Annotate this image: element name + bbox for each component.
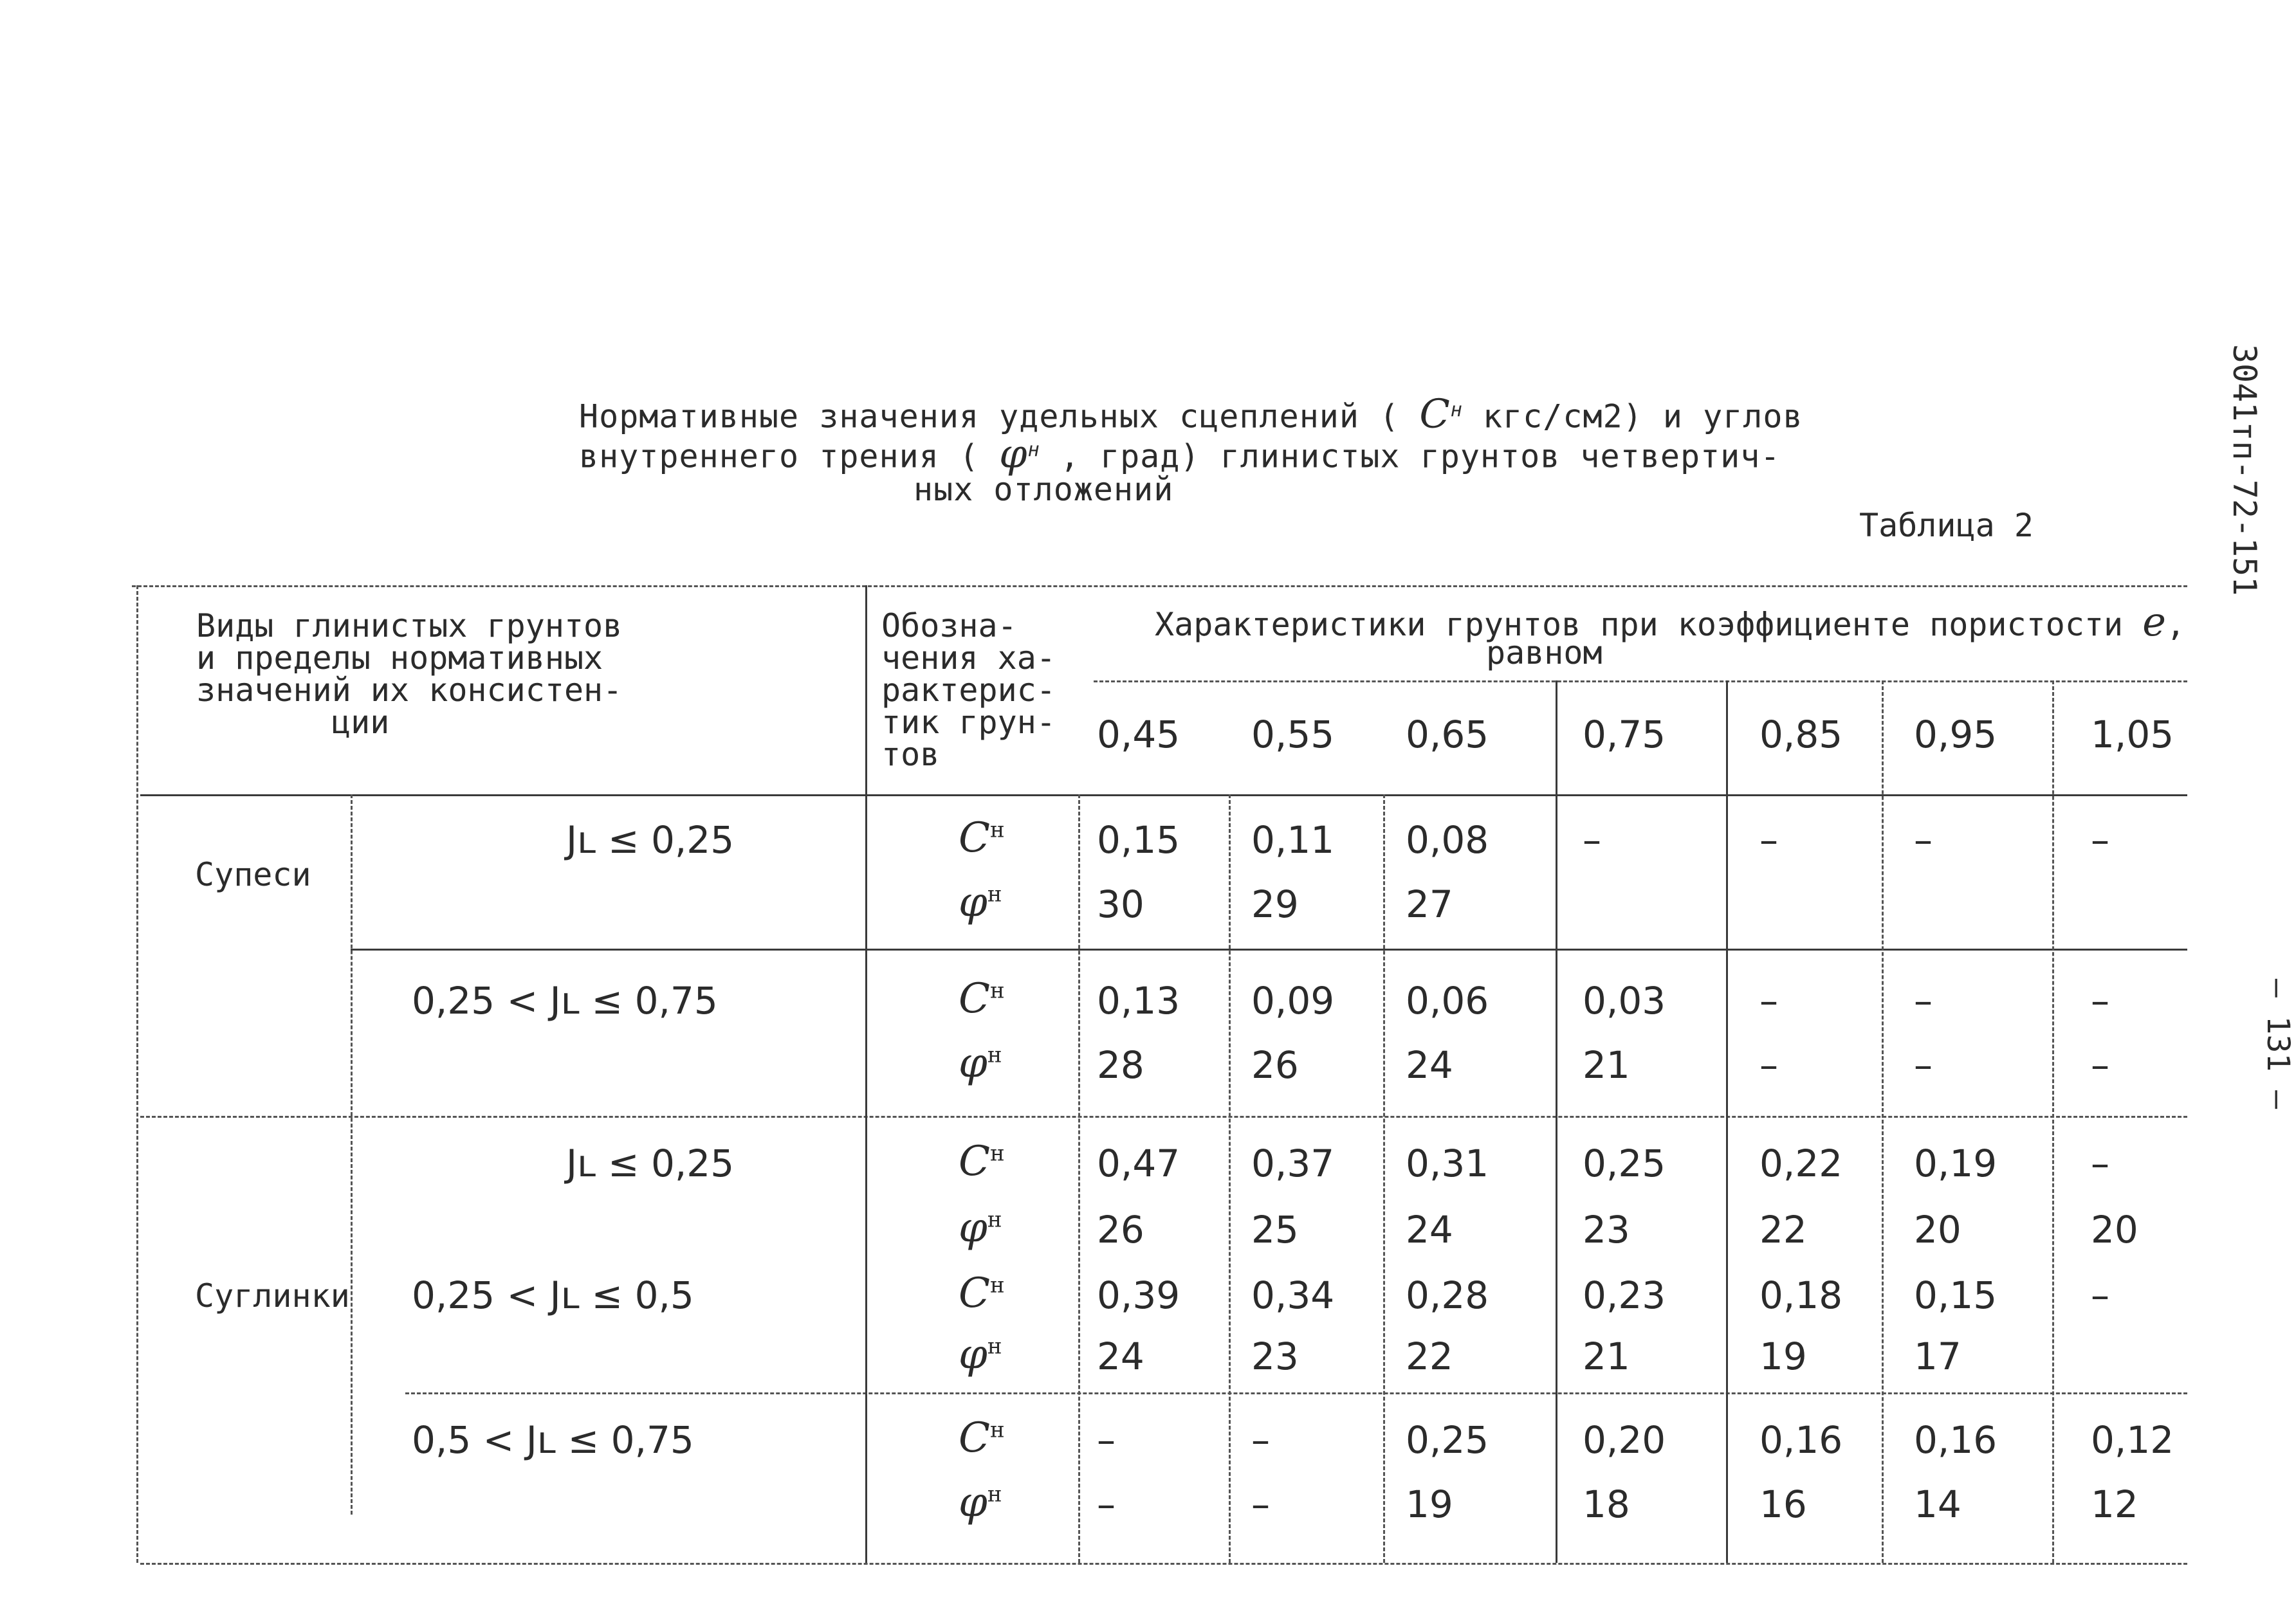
friction-value: 26	[1251, 1043, 1299, 1087]
col-divider	[1882, 680, 1884, 1563]
porosity-value: 0,95	[1914, 713, 1998, 756]
cohesion-value: 0,08	[1406, 818, 1489, 862]
friction-value: 22	[1406, 1335, 1453, 1378]
friction-value: 23	[1583, 1208, 1630, 1252]
cohesion-value: 0,28	[1406, 1273, 1489, 1317]
header-line: ции	[331, 704, 390, 741]
caption-text: , град) глинистых грунтов четвертич-	[1060, 437, 1781, 475]
symbol-letter: С	[959, 1414, 990, 1462]
friction-superscript: н	[1027, 438, 1040, 461]
left-border	[136, 585, 138, 1563]
symbol-superscript: н	[987, 1042, 1002, 1068]
symbol-letter: С	[959, 1270, 990, 1317]
porosity-symbol: e	[2142, 598, 2166, 645]
cohesion-value: –	[1759, 979, 1778, 1023]
friction-value: 14	[1914, 1482, 1961, 1526]
cohesion-value: 0,39	[1097, 1273, 1180, 1317]
symbol-letter: φ	[959, 1479, 987, 1526]
symbol-letter: φ	[959, 879, 987, 926]
cohesion-symbol	[959, 814, 1005, 862]
friction-value: 27	[1406, 882, 1453, 926]
cohesion-value: –	[1914, 979, 1933, 1023]
header-characteristics	[1155, 598, 2186, 645]
consistency-range: Jʟ ≤ 0,25	[566, 818, 735, 862]
cohesion-value: –	[2091, 1273, 2109, 1317]
col-divider	[1078, 794, 1080, 1563]
cohesion-value: 0,09	[1251, 979, 1335, 1023]
cohesion-value: –	[1914, 818, 1933, 862]
friction-symbol	[959, 1039, 1002, 1087]
bottom-rule	[140, 1563, 2187, 1565]
cohesion-value: –	[1583, 818, 1601, 862]
symbol-letter: φ	[959, 1039, 987, 1087]
header-line: тик грун-	[881, 704, 1056, 741]
soil-type-sandy-loam: Супеси	[195, 856, 311, 893]
header-line: значений их консистен-	[196, 671, 623, 709]
symbol-superscript: н	[987, 1333, 1002, 1360]
table-number: Таблица 2	[1859, 507, 2034, 544]
header-line: тов	[881, 736, 940, 773]
col-divider	[1229, 794, 1231, 1563]
friction-symbol	[959, 879, 1002, 926]
porosity-value: 0,75	[1583, 713, 1666, 756]
cohesion-value: –	[2091, 979, 2109, 1023]
cohesion-value: 0,16	[1914, 1418, 1998, 1462]
symbol-superscript: н	[987, 881, 1002, 907]
cohesion-value: 0,13	[1097, 979, 1180, 1023]
friction-symbol	[959, 1204, 1002, 1252]
friction-value: –	[1097, 1482, 1116, 1526]
friction-value: 25	[1251, 1208, 1299, 1252]
friction-value: 24	[1097, 1335, 1144, 1378]
soil-type-loam: Суглинки	[195, 1277, 350, 1315]
symbol-letter: φ	[959, 1204, 987, 1252]
header-line: Виды глинистых грунтов	[196, 607, 623, 644]
friction-value: 30	[1097, 882, 1144, 926]
header-subrule	[1094, 680, 2187, 682]
col-divider	[1556, 680, 1557, 1563]
friction-value: –	[1914, 1043, 1933, 1087]
friction-symbol: φ	[999, 430, 1028, 477]
symbol-divider	[865, 585, 867, 1563]
symbol-letter: φ	[959, 1331, 987, 1378]
consistency-divider	[351, 794, 353, 1515]
friction-value: 21	[1583, 1043, 1630, 1087]
cohesion-value: 0,06	[1406, 979, 1489, 1023]
cohesion-value: –	[1759, 818, 1778, 862]
header-bottom-rule	[140, 794, 2187, 796]
caption-line-3: ных отложений	[914, 471, 1174, 509]
cohesion-value: –	[1097, 1418, 1116, 1462]
cohesion-value: 0,15	[1914, 1273, 1998, 1317]
cohesion-value: 0,34	[1251, 1273, 1335, 1317]
header-equal: равном	[1486, 634, 1603, 671]
porosity-value: 1,05	[2091, 713, 2174, 756]
friction-value: 23	[1251, 1335, 1299, 1378]
friction-value: –	[2091, 1043, 2109, 1087]
header-group-text: ,	[2165, 606, 2186, 643]
cohesion-value: 0,31	[1406, 1142, 1489, 1185]
symbol-superscript: н	[989, 978, 1005, 1004]
friction-value: 18	[1583, 1482, 1630, 1526]
symbol-superscript: н	[987, 1481, 1002, 1508]
friction-value: 17	[1914, 1335, 1961, 1378]
col-divider	[2052, 680, 2054, 1563]
cohesion-value: 0,18	[1759, 1273, 1843, 1317]
cohesion-value: 0,25	[1583, 1142, 1666, 1185]
consistency-range: Jʟ ≤ 0,25	[566, 1142, 735, 1185]
friction-value: 12	[2091, 1482, 2138, 1526]
friction-value: 20	[2091, 1208, 2138, 1252]
friction-value: 19	[1406, 1482, 1453, 1526]
group-rule	[140, 1116, 2187, 1118]
porosity-value: 0,45	[1097, 713, 1180, 756]
cohesion-symbol	[959, 1270, 1005, 1317]
porosity-value: 0,65	[1406, 713, 1489, 756]
col-divider	[1726, 680, 1728, 1563]
friction-value: 29	[1251, 882, 1299, 926]
cohesion-value: 0,19	[1914, 1142, 1998, 1185]
friction-symbol	[959, 1479, 1002, 1526]
friction-value: 24	[1406, 1043, 1453, 1087]
cohesion-value: 0,37	[1251, 1142, 1335, 1185]
caption-text: кгс/см2) и углов	[1482, 397, 1803, 435]
cohesion-symbol	[959, 975, 1005, 1023]
row-rule	[351, 949, 2187, 951]
col-divider	[1383, 794, 1385, 1563]
cohesion-value: 0,23	[1583, 1273, 1666, 1317]
header-line: чения ха-	[881, 639, 1056, 677]
cohesion-value: 0,12	[2091, 1418, 2174, 1462]
cohesion-value: 0,16	[1759, 1418, 1843, 1462]
cohesion-value: 0,03	[1583, 979, 1666, 1023]
header-line: рактерис-	[881, 671, 1056, 709]
symbol-superscript: н	[989, 1140, 1005, 1167]
caption-line-1	[579, 390, 1840, 437]
friction-value: 16	[1759, 1482, 1807, 1526]
symbol-letter: С	[959, 975, 990, 1023]
porosity-value: 0,85	[1759, 713, 1843, 756]
symbol-superscript: н	[989, 1417, 1005, 1443]
friction-value: 20	[1914, 1208, 1961, 1252]
consistency-range: 0,25 < Jʟ ≤ 0,75	[412, 979, 718, 1023]
cohesion-value: –	[1251, 1418, 1270, 1462]
friction-value: 24	[1406, 1208, 1453, 1252]
cohesion-value: 0,47	[1097, 1142, 1180, 1185]
friction-value: 19	[1759, 1335, 1807, 1378]
friction-symbol	[959, 1331, 1002, 1378]
caption-text: Нормативные значения удельных сцеплений (	[579, 397, 1400, 435]
friction-value: 28	[1097, 1043, 1144, 1087]
cohesion-value: –	[2091, 818, 2109, 862]
cohesion-value: –	[2091, 1142, 2109, 1185]
friction-value: 21	[1583, 1335, 1630, 1378]
cohesion-value: 0,15	[1097, 818, 1180, 862]
friction-value: –	[1759, 1043, 1778, 1087]
cohesion-value: 0,11	[1251, 818, 1335, 862]
porosity-value: 0,55	[1251, 713, 1335, 756]
cohesion-symbol	[959, 1414, 1005, 1462]
document-code: 3041тп-72-151	[2226, 344, 2263, 596]
header-line: и пределы нормативных	[196, 639, 603, 677]
cohesion-value: 0,20	[1583, 1418, 1666, 1462]
consistency-range: 0,5 < Jʟ ≤ 0,75	[412, 1418, 694, 1462]
symbol-superscript: н	[987, 1207, 1002, 1233]
cohesion-symbol	[959, 1138, 1005, 1185]
friction-value: 26	[1097, 1208, 1144, 1252]
header-soil-types	[196, 607, 623, 741]
top-rule	[132, 585, 2187, 587]
row-rule	[405, 1392, 2187, 1394]
cohesion-value: 0,25	[1406, 1418, 1489, 1462]
consistency-range: 0,25 < Jʟ ≤ 0,5	[412, 1273, 694, 1317]
cohesion-value: 0,22	[1759, 1142, 1843, 1185]
header-group-text: Характеристики грунтов при коэффициенте пористости	[1155, 606, 2124, 643]
cohesion-symbol: С	[1419, 390, 1451, 437]
symbol-letter: С	[959, 1138, 990, 1185]
symbol-superscript: н	[989, 1272, 1005, 1299]
friction-value: –	[1251, 1482, 1270, 1526]
symbol-letter: С	[959, 814, 990, 862]
header-line: Обозна-	[881, 607, 1017, 644]
table-caption	[579, 390, 1840, 509]
symbol-superscript: н	[989, 817, 1005, 843]
header-designation	[881, 607, 1056, 773]
page-number: — 131 —	[2260, 978, 2296, 1109]
caption-line-2	[579, 430, 1840, 477]
cohesion-superscript: н	[1450, 399, 1463, 421]
friction-value: 22	[1759, 1208, 1807, 1252]
caption-text: внутреннего трения (	[579, 437, 980, 475]
